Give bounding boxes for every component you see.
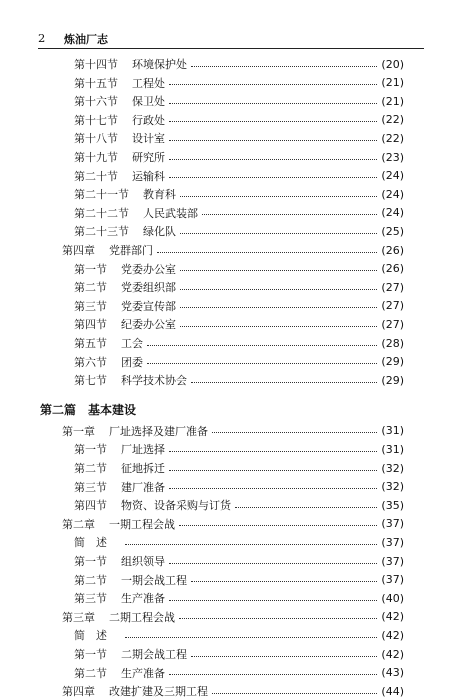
toc-section-title: 工会 [121,337,143,350]
toc-section-number: 第十四节 [74,58,118,71]
toc-entry[interactable] [74,298,404,314]
toc-section-title: 建厂准备 [121,480,165,494]
toc-section-title: 研究所 [132,151,165,164]
dot-leader [169,140,377,141]
toc-page-number: (20) [381,57,404,71]
toc-section-title: 教育科 [143,188,176,202]
toc-entry-label [74,93,165,109]
toc-entry[interactable] [62,683,404,699]
toc-entry-label [74,223,176,239]
toc-section-title: 人民武装部 [143,206,198,220]
toc-section-number: 第二十一节 [74,188,129,202]
toc-section-title: 改建扩建及三期工程 [109,685,208,699]
toc-page-number: (43) [381,666,404,680]
toc-page-number: (27) [381,317,404,331]
toc-section-number: 第三节 [74,592,107,606]
toc-page-number: (24) [381,169,404,183]
toc-entry-label [74,56,187,72]
dot-leader [180,233,377,234]
toc-entry-label [62,242,153,258]
toc-section-title: 一期会战工程 [121,573,187,587]
toc-entry[interactable] [74,56,404,72]
toc-page-number: (29) [381,355,404,369]
toc-entry-label [74,149,165,165]
toc-page-number: (37) [381,573,404,587]
toc-section-number: 第四节 [74,499,107,513]
dot-leader [235,507,377,508]
dot-leader [147,363,377,364]
toc-section-title: 运输科 [132,169,165,183]
toc-entry-label [74,627,121,643]
toc-page-number: (37) [381,554,404,568]
dot-leader [169,488,377,489]
toc-section-title: 一期工程会战 [109,517,175,531]
toc-entry-label [74,168,165,184]
toc-section-title: 物资、设备采购与订货 [121,499,231,513]
toc-section-title: 行政处 [132,113,165,127]
toc-section-title: 团委 [121,355,143,369]
toc-page-number: (42) [381,628,404,642]
dot-leader [212,693,377,694]
toc-section-title: 科学技术协会 [121,374,187,388]
toc-section-number: 第二十二节 [74,206,129,220]
toc-section-title: 绿化队 [143,225,176,239]
toc-section-number: 第二十三节 [74,225,129,239]
toc-entry[interactable] [74,168,404,184]
toc-page-number: (31) [381,424,404,438]
toc-entry-label [74,75,165,91]
toc-page-number: (25) [381,224,404,238]
toc-section-number: 第十九节 [74,151,118,164]
toc-entry-label [62,423,208,439]
toc-section-number: 第十六节 [74,95,118,109]
toc-section-number: 第四章 [62,685,95,699]
toc-section-number: 第四章 [62,244,95,257]
part-heading [40,401,136,418]
toc-section-title: 党委宣传部 [121,299,176,313]
toc-section-number: 第一节 [74,648,107,661]
part-title: 基本建设 [88,402,137,417]
toc-entry-label [74,553,165,569]
toc-entry-label [74,298,176,314]
toc-page-number: (37) [381,535,404,549]
toc-entry-label [74,665,165,681]
toc-section-number: 第十七节 [74,113,118,127]
toc-section-number: 第二节 [74,666,107,680]
toc-section-number: 第二十节 [74,169,118,183]
toc-page-number: (32) [381,480,404,494]
toc-entry[interactable] [62,242,404,258]
dot-leader [147,345,377,346]
toc-entry-label [74,572,187,588]
toc-section-title: 党委办公室 [121,262,176,276]
dot-leader [169,159,377,160]
toc-page-number: (24) [381,187,404,201]
dot-leader [212,432,377,433]
toc-page-number: (26) [381,243,404,257]
toc-section-title: 厂址选择及建厂准备 [109,424,208,438]
dot-leader [180,270,377,271]
dot-leader [169,121,377,122]
toc-entry-label [74,460,165,476]
toc-section-title: 环境保护处 [132,58,187,71]
dot-leader [157,252,377,253]
dot-leader [125,544,377,545]
toc-entry[interactable] [74,93,404,109]
toc-entry-label [62,683,208,699]
toc-entry-label [74,186,176,202]
toc-section-number: 第二节 [74,281,107,295]
toc-entry-label [74,316,176,332]
toc-page-number: (21) [381,76,404,90]
toc-entry[interactable] [74,335,404,351]
toc-entry-label [74,646,187,662]
toc-page-number: (23) [381,150,404,164]
dot-leader [169,470,377,471]
toc-entry[interactable] [74,372,404,388]
toc-section-title: 组织领导 [121,555,165,568]
toc-entry-label [62,516,175,532]
dot-leader [125,637,377,638]
toc-entry[interactable] [74,553,404,569]
toc-entry[interactable] [62,423,404,439]
toc-entry[interactable] [74,75,404,91]
toc-page-number: (27) [381,299,404,313]
toc-section-title: 纪委办公室 [121,318,176,332]
toc-page-number: (26) [381,262,404,276]
toc-section-number: 第五节 [74,337,107,350]
toc-entry[interactable] [74,627,404,643]
dot-leader [180,289,377,290]
toc-entry[interactable] [74,534,404,550]
toc-entry-label [74,130,165,146]
toc-section-number: 第四节 [74,318,107,332]
dot-leader [191,382,377,383]
toc-entry-label [74,497,231,513]
toc-entry[interactable] [74,590,404,606]
toc-entry[interactable] [74,646,404,662]
part-label: 第二篇 [40,402,77,417]
toc-page-number: (42) [381,647,404,661]
dot-leader [169,674,377,675]
dot-leader [191,656,377,657]
toc-entry-label [74,590,165,606]
toc-entry[interactable] [74,149,404,165]
toc-entry-label [74,112,165,128]
toc-entry[interactable] [62,609,404,625]
dot-leader [169,84,377,85]
page-number: 2 [38,31,46,45]
toc-entry-label [74,372,187,388]
toc-entry[interactable] [74,205,404,221]
toc-section-number: 第六节 [74,355,107,369]
toc-section-number: 第一章 [62,424,95,438]
toc-entry-label [62,609,175,625]
dot-leader [180,307,377,308]
toc-section-number: 第十五节 [74,76,118,90]
toc-entry-label [74,261,176,277]
dot-leader [169,600,377,601]
toc-entry-label [74,205,198,221]
toc-section-number: 第七节 [74,374,107,388]
dot-leader [179,525,377,526]
toc-entry[interactable] [74,460,404,476]
toc-section-number: 第一节 [74,555,107,568]
toc-section-number: 第二章 [62,517,95,531]
toc-section-number: 第二节 [74,462,107,475]
toc-section-title: 党委组织部 [121,281,176,295]
book-title: 炼油厂志 [64,33,108,46]
toc-page-number: (44) [381,684,404,698]
toc-page-number: (22) [381,131,404,145]
toc-entry[interactable] [74,186,404,202]
toc-page-number: (31) [381,442,404,456]
toc-section-number: 第一节 [74,443,107,457]
toc-entry-label [74,441,165,457]
toc-entry-label [74,279,176,295]
toc-entry-label [74,335,143,351]
dot-leader [191,66,377,67]
toc-page-number: (35) [381,498,404,512]
toc-entry[interactable] [74,441,404,457]
toc-entry[interactable] [74,572,404,588]
toc-entry[interactable] [74,665,404,681]
toc-section-title: 征地拆迁 [121,462,165,475]
toc-section-title: 生产准备 [121,592,165,606]
dot-leader [202,214,377,215]
toc-entry[interactable] [74,279,404,295]
toc-page-number: (42) [381,610,404,624]
toc-page-number: (40) [381,591,404,605]
toc-section-number: 简 述 [74,536,107,550]
dot-leader [179,618,377,619]
toc-page-number: (21) [381,94,404,108]
toc-section-number: 第一节 [74,262,107,276]
toc-section-title: 生产准备 [121,666,165,680]
dot-leader [169,177,377,178]
dot-leader [180,326,377,327]
toc-page-number: (32) [381,461,404,475]
toc-entry[interactable] [62,516,404,532]
dot-leader [191,581,377,582]
toc-section-number: 第二节 [74,573,107,587]
toc-section-title: 厂址选择 [121,443,165,457]
toc-entry-label [74,534,121,550]
toc-section-number: 第三章 [62,610,95,624]
toc-section-number: 第三节 [74,480,107,494]
toc-page-number: (29) [381,373,404,387]
dot-leader [169,103,377,104]
toc-entry[interactable] [74,112,404,128]
dot-leader [169,563,377,564]
toc-entry[interactable] [74,223,404,239]
toc-entry[interactable] [74,497,404,513]
dot-leader [169,451,377,452]
toc-section-title: 二期会战工程 [121,648,187,661]
toc-page-number: (24) [381,206,404,220]
toc-entry-label [74,479,165,495]
toc-entry[interactable] [74,354,404,370]
toc-entry[interactable] [74,479,404,495]
page-header [38,30,424,49]
toc-section-title: 二期工程会战 [109,610,175,624]
toc-entry[interactable] [74,316,404,332]
toc-section-title: 工程处 [132,76,165,90]
dot-leader [180,196,377,197]
toc-section-title: 保卫处 [132,95,165,109]
toc-page-number: (28) [381,336,404,350]
toc-page-number: (37) [381,517,404,531]
toc-section-title: 设计室 [132,132,165,146]
toc-entry[interactable] [74,130,404,146]
toc-section-number: 第十八节 [74,132,118,146]
toc-entry[interactable] [74,261,404,277]
toc-section-number: 第三节 [74,299,107,313]
toc-page-number: (27) [381,280,404,294]
toc-page-number: (22) [381,113,404,127]
toc-entry-label [74,354,143,370]
toc-section-number: 简 述 [74,629,107,643]
toc-section-title: 党群部门 [109,244,153,257]
